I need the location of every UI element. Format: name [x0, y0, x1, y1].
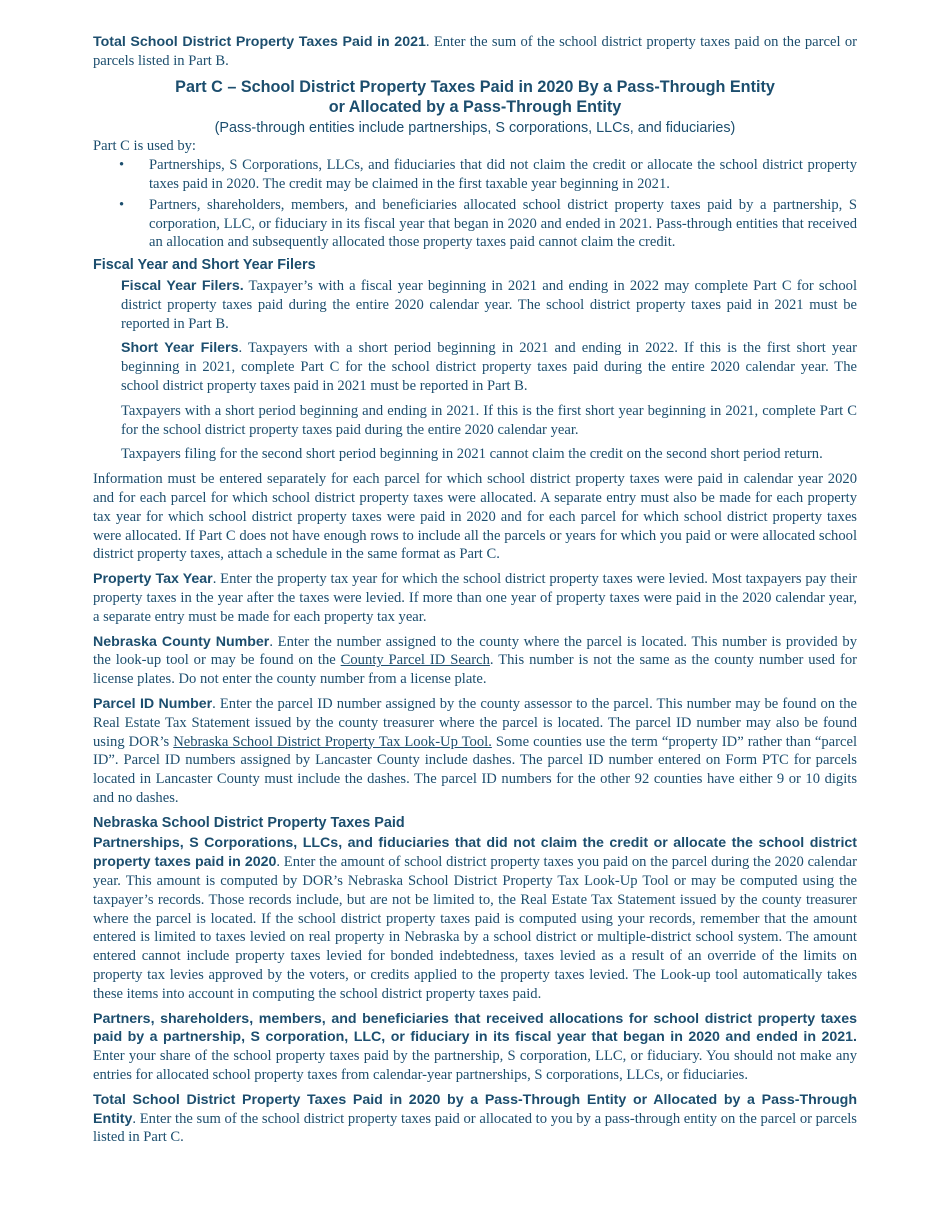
fiscal-year-text: Taxpayer’s with a fiscal year beginning in 2021 and ending in 2022 may complete Part C for school district property taxes paid during the entire 2020 calendar year. The school district property taxes paid in 2021 must be reported in Part B.	[121, 277, 858, 332]
part-c-title-line2: or Allocated by a Pass-Through Entity	[328, 97, 622, 116]
county-number-bold: Nebraska County Number	[93, 633, 270, 650]
used-by-label: Part C is used by:	[93, 138, 196, 155]
county-parcel-id-search-link[interactable]: County Parcel ID Search	[340, 652, 490, 669]
fiscal-year-paragraph	[121, 277, 857, 333]
fiscal-year-bold: Fiscal Year Filers.	[121, 277, 244, 294]
parcel-id-paragraph	[93, 695, 857, 808]
partners-paragraph	[93, 1010, 857, 1085]
county-number-text-2: . This number is not the same as the county number used for license plates. Do not enter the county number from a license plate.	[93, 652, 857, 688]
parcel-id-text-1: . Enter the parcel ID number assigned by the county assessor to the parcel. This number may be found on the Real Estate Tax Statement issued by the county treasurer where the parcel is located. The parcel ID number may also be found using DOR’s	[93, 695, 857, 750]
part-c-subtitle: (Pass-through entities include partnerships, S corporations, LLCs, and fiduciaries)	[214, 119, 736, 136]
property-tax-year-text: . Enter the property tax year for which the school district property taxes were levied. Most taxpayers pay their property taxes in the year after the taxes were levied. If more than one year of property taxes were paid in the 2020 calendar year, a separate entry must be made for each property tax year.	[93, 571, 857, 625]
entities-text: . Enter the amount of school district property taxes you paid on the parcel during the 2020 calendar year. This amount is computed by DOR’s Nebraska School District Property Tax Look-Up Tool or may be computed using the taxpayer’s records. Those records include, but are not be limited to, the Real Estate Tax Statement issued by the county treasurer where the parcel is located. If the school district property taxes paid is computed using your records, remember that the amount entered is limited to taxes levied on real property in Nebraska by a school district or multiple-district school system. The amount entered cannot include property taxes levied for bonded indebtedness, taxes levied as a result of an override of the limits on property tax levies approved by the voters, or credits applied to the property taxes levied. The Look-up tool automatically takes these items into account in computing the school district property taxes paid.	[93, 854, 857, 1002]
list-item-text: Partners, shareholders, members, and beneficiaries allocated school district property taxes paid by a partnership, S corporation, LLC, or fiduciary in its fiscal year that began in 2020 and ended in 2021. Pass-through entities that received an allocation and subsequently allocated those property taxes paid cannot claim the credit.	[149, 196, 857, 251]
part-c-title	[93, 77, 857, 117]
bullet-icon: •	[119, 196, 125, 213]
part-c-title-line1: Part C – School District Property Taxes Paid in 2020 By a Pass-Through Entity	[175, 77, 775, 96]
total-text: . Enter the sum of the school district property taxes paid or allocated to you by a pass-through entity on the parcel or parcels listed in Part C.	[93, 1110, 857, 1146]
property-tax-year-paragraph	[93, 570, 857, 626]
parcel-id-bold: Parcel ID Number	[93, 695, 213, 712]
entities-paragraph	[93, 834, 857, 1003]
partners-bold: Partners, shareholders, members, and beneficiaries that received allocations for school district property taxes paid by a partnership, S corporation, LLC, or fiduciary in its fiscal year that began in 2020 and ended in 2021.	[93, 1010, 857, 1046]
property-tax-year-bold: Property Tax Year	[93, 571, 213, 588]
intro-bold: Total School District Property Taxes Paid in 2021	[93, 34, 426, 50]
fiscal-heading: Fiscal Year and Short Year Filers	[93, 257, 316, 274]
intro-paragraph	[93, 33, 857, 71]
entities-bold: Partnerships, S Corporations, LLCs, and fiduciaries that did not claim the credit or allocate the school district property taxes paid in 2020	[93, 835, 857, 871]
county-number-text-1: . Enter the number assigned to the county where the parcel is located. This number is provided by the look-up tool or may be found on the	[93, 633, 858, 669]
short-year-paragraph-2: Taxpayers with a short period beginning and ending in 2021. If this is the first short year beginning in 2021, complete Part C for the school district property taxes paid during the entire 2020 calendar year.	[121, 402, 857, 438]
bullet-icon: •	[119, 157, 125, 174]
short-year-bold: Short Year Filers	[121, 340, 239, 357]
short-year-paragraph	[121, 339, 857, 395]
intro-text: . Enter the sum of the school district property taxes paid on the parcel or parcels listed in Part B.	[93, 34, 857, 69]
information-paragraph: Information must be entered separately for each parcel for which school district property taxes were paid in calendar year 2020 and for each parcel for which school district property taxes were allocated. A separate entry must also be made for each property tax year for which school district property taxes were paid in 2020 and for each parcel for which school district property taxes were allocated. If Part C does not have enough rows to include all the parcels or years for which you paid or were allocated school district property taxes, attach a schedule in the same format as Part C.	[93, 471, 857, 563]
taxes-paid-heading: Nebraska School District Property Taxes Paid	[93, 814, 405, 831]
total-paragraph	[93, 1091, 857, 1147]
parcel-id-text-2: Some counties use the term “property ID” rather than “parcel ID”. Parcel ID numbers assigned by Lancaster County include dashes. The parcel ID number entered on Form PTC for parcels located in Lancaster County must include the dashes. The parcel ID numbers for the other 92 counties have either 9 or 10 digits and no dashes.	[93, 733, 858, 806]
total-bold: Total School District Property Taxes Paid in 2020 by a Pass-Through Entity or Allocated by a Pass-Through Entity	[93, 1091, 857, 1127]
short-year-text: . Taxpayers with a short period beginning in 2021 and ending in 2022. If this is the first short year beginning in 2021, complete Part C for the school district property taxes paid during the entire 2020 calendar year. The school district property taxes paid in 2021 must be reported in Part B.	[121, 340, 857, 394]
used-by-list	[93, 156, 857, 252]
list-item	[93, 196, 857, 252]
list-item	[93, 156, 857, 194]
partners-text: Enter your share of the school property taxes paid by the partnership, S corporation, LLC, or fiduciary. You should not make any entries for allocated school property taxes from calendar-year partnerships, S corporations, LLCs, or fiduciaries.	[93, 1048, 857, 1084]
short-year-paragraph-3: Taxpayers filing for the second short period beginning in 2021 cannot claim the credit on the second short period return.	[121, 446, 823, 463]
lookup-tool-link[interactable]: Nebraska School District Property Tax Look-Up Tool.	[173, 733, 492, 750]
list-item-text: Partnerships, S Corporations, LLCs, and fiduciaries that did not claim the credit or allocate the school district property taxes paid in 2020. The credit may be claimed in the first taxable year beginning in 2021.	[149, 157, 857, 192]
county-number-paragraph	[93, 633, 857, 689]
